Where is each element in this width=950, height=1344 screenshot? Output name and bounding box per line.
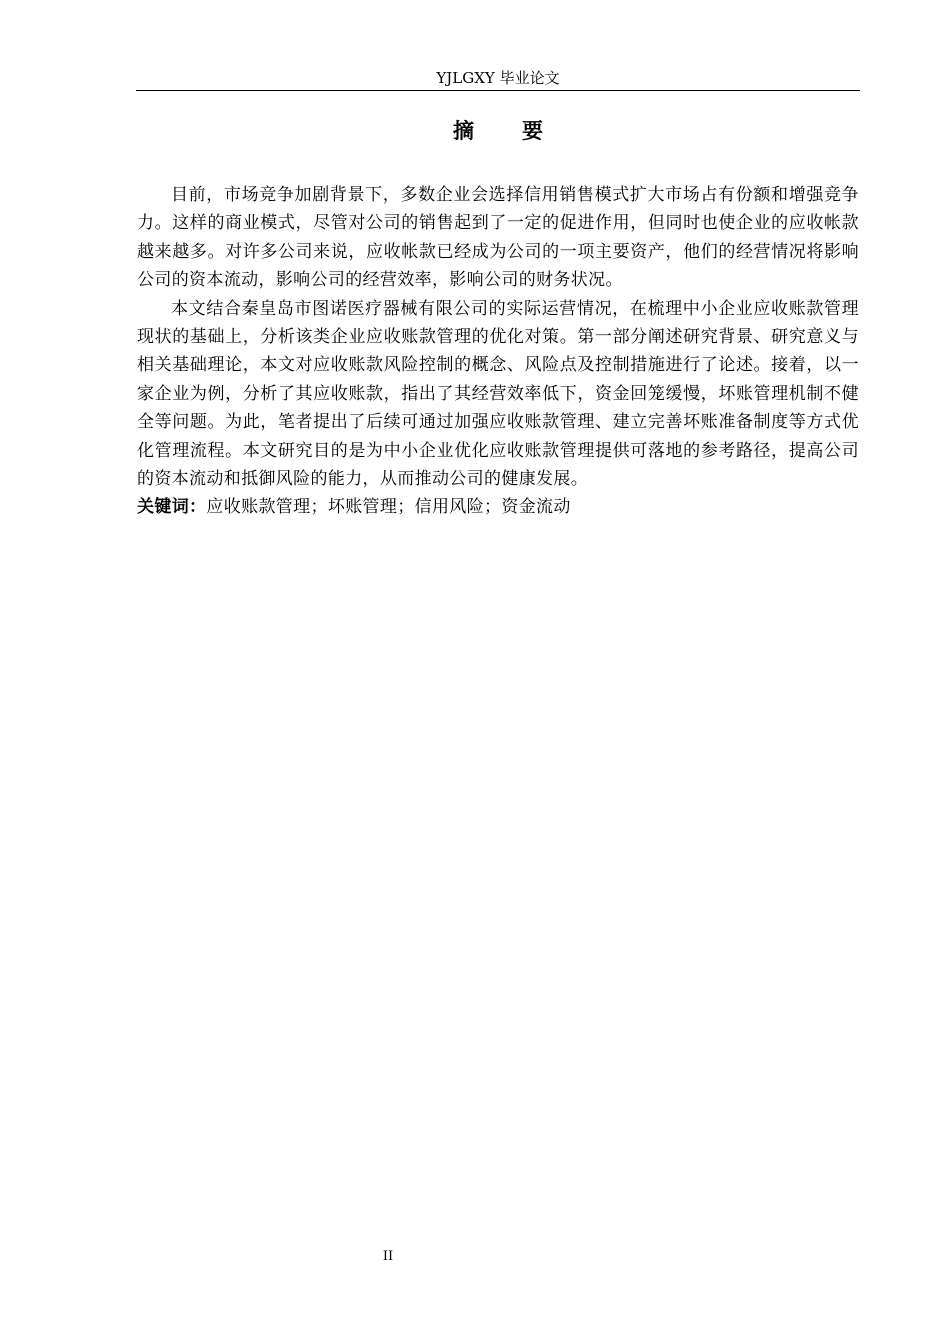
abstract-title <box>136 116 860 146</box>
keywords-value: 应收账款管理；坏账管理；信用风险；资金流动 <box>206 497 571 518</box>
page-number: II <box>382 1249 394 1264</box>
abstract-body <box>137 181 859 522</box>
keywords-line <box>137 493 859 521</box>
abstract-title-char-1: 摘 <box>453 119 474 143</box>
abstract-paragraph-2: 本文结合秦皇岛市图诺医疗器械有限公司的实际运营情况，在梳理中小企业应收账款管理现状的基础上，分析该类企业应收账款管理的优化对策。第一部分阐述研究背景、研究意义与相关基础理论，本文对应收账款风险控制的概念、风险点及控制措施进行了论述。接着，以一家企业为例，分析了其应收账款，指出了其经营效率低下，资金回笼缓慢，坏账管理机制不健全等问题。为此，笔者提出了后续可通过加强应收账款管理、建立完善坏账准备制度等方式优化管理流程。本文研究目的是为中小企业优化应收账款管理提供可落地的参考路径，提高公司的资本流动和抵御风险的能力，从而推动公司的健康发展。 <box>137 298 859 490</box>
page-header: YJLGXY 毕业论文 <box>436 69 560 87</box>
abstract-paragraph-1: 目前，市场竞争加剧背景下，多数企业会选择信用销售模式扩大市场占有份额和增强竞争力。这样的商业模式，尽管对公司的销售起到了一定的促进作用，但同时也使企业的应收帐款越来越多。对许多公司来说，应收帐款已经成为公司的一项主要资产，他们的经营情况将影响公司的资本流动，影响公司的经营效率，影响公司的财务状况。 <box>137 185 859 291</box>
keywords-label: 关键词： <box>137 497 207 518</box>
abstract-title-char-2: 要 <box>522 119 543 143</box>
header-divider <box>136 90 860 91</box>
